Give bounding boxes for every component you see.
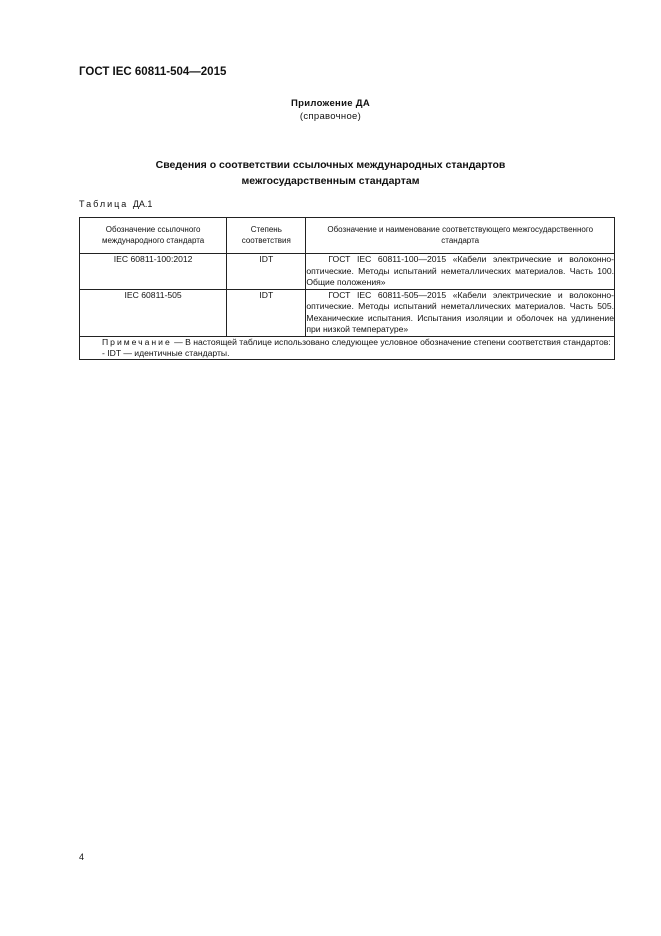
appendix-title: Приложение ДА	[291, 98, 370, 109]
section-heading	[0, 157, 661, 189]
table-row	[80, 289, 615, 336]
row-2-code: IEC 60811-505	[80, 289, 227, 336]
header-degree: Степень соответствия	[227, 218, 306, 254]
note-label: Примечание	[102, 336, 172, 347]
table-caption-number: ДА.1	[132, 199, 153, 209]
table-note	[80, 336, 615, 359]
appendix-subtitle: (справочное)	[299, 111, 362, 122]
header-interstate-standard: Обозначение и наименование соответствующего межгосударственного стандарта	[306, 218, 615, 254]
page-number: 4	[79, 852, 85, 862]
table-caption	[79, 199, 152, 209]
header-international-standard: Обозначение ссылочного международного стандарта	[80, 218, 227, 254]
document-code: ГОСТ IEC 60811-504—2015	[79, 66, 227, 78]
table-note-row	[80, 336, 615, 359]
row-1-description	[306, 254, 615, 290]
note-text: — В настоящей таблице использовано следующее условное обозначение степени соответствия стандартов:	[171, 336, 611, 347]
row-2-description-text: ГОСТ IEC 60811-505—2015 «Кабели электрические и волоконно-оптические. Методы испытаний неметаллических материалов. Часть 505. Механические испытания. Испытания изоляции и оболочек на удлинение при низкой температуре»	[306, 289, 614, 334]
note-paragraph	[80, 337, 614, 348]
note-item	[80, 348, 614, 359]
reference-table	[79, 217, 615, 360]
table-row	[80, 254, 615, 290]
row-1-code: IEC 60811-100:2012	[80, 254, 227, 290]
row-2-degree: IDT	[227, 289, 306, 336]
table-header-row	[80, 218, 615, 254]
row-1-description-text: ГОСТ IEC 60811-100—2015 «Кабели электрические и волоконно-оптические. Методы испытаний неметаллических материалов. Часть 100. Общие положения»	[306, 254, 614, 287]
row-2-description	[306, 289, 615, 336]
table-caption-label: Таблица	[79, 199, 129, 209]
row-1-degree: IDT	[227, 254, 306, 290]
section-heading-line-2: межгосударственным стандартам	[241, 175, 420, 187]
note-item-text: - IDT — идентичные стандарты.	[102, 347, 230, 358]
section-heading-line-1: Сведения о соответствии ссылочных международных стандартов	[155, 159, 506, 171]
